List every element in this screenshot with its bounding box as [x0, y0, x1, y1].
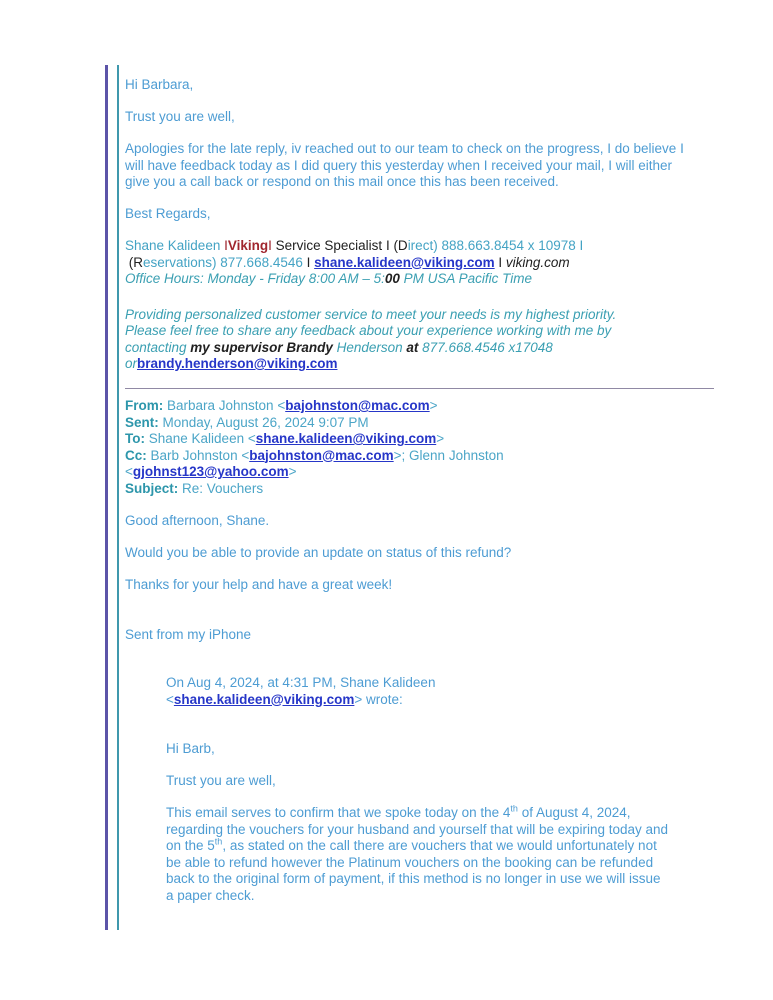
promo-line1: Providing personalized customer service to meet your needs is my highest priority. [125, 306, 617, 322]
reply-question-line: Would you be able to provide an update on status of this refund? [125, 545, 512, 560]
from-label: From: [125, 398, 164, 413]
shane-email-link[interactable]: shane.kalideen@viking.com [314, 254, 495, 270]
cc-email-link-2[interactable]: gjohnst123@yahoo.com [132, 464, 289, 479]
office-hours-timezone: PM USA Pacific Time [399, 271, 533, 286]
wellwishes-line: Trust you are well, [125, 109, 235, 124]
quoted-header-block [125, 398, 691, 497]
promo-or: or [125, 356, 138, 371]
cc-value: Barb Johnston < [146, 447, 250, 463]
nested-quoted-message [166, 675, 671, 904]
quoted-para-text: , as stated on the call there are vouchers that we would unfortunately not be able to refund however the Platinum vouchers on the booking can be refunded back to the original form of payment, if this method is no longer in use we will issue a paper check. [166, 838, 661, 903]
reply-thanks-line: Thanks for your help and have a great week! [125, 577, 393, 592]
quoted-intro-text: On Aug 4, 2024, at 4:31 PM, Shane Kalideen [166, 675, 436, 690]
quote-bar-outer [105, 65, 773, 930]
cc-value-mid: >; Glenn Johnston [393, 447, 504, 463]
header-subject-line [125, 481, 691, 498]
supervisor-surname: Henderson [336, 339, 407, 355]
signature-separator: I (D [385, 238, 408, 253]
cc-email-link-1[interactable]: bajohnston@mac.com [249, 447, 394, 463]
signature-pipe: I [224, 238, 228, 253]
website-text: viking.com [505, 254, 570, 270]
to-email-link[interactable]: shane.kalideen@viking.com [255, 431, 437, 446]
angle-bracket: < [166, 691, 174, 707]
quoted-para-text: This email serves to confirm that we spoke today on the 4 [166, 805, 511, 820]
angle-bracket: < [125, 464, 133, 479]
ordinal-superscript: th [510, 803, 518, 814]
supervisor-name: my supervisor Brandy [190, 339, 337, 355]
angle-bracket: > [436, 431, 445, 446]
header-from-line [125, 398, 691, 415]
header-sent-line [125, 415, 691, 432]
sent-value: Monday, August 26, 2024 9:07 PM [158, 414, 369, 430]
quoted-shane-email-link[interactable]: shane.kalideen@viking.com [173, 691, 355, 707]
ordinal-superscript: th [214, 836, 223, 847]
supervisor-phone: 877.668.4546 x17048 [422, 339, 553, 355]
quoted-greeting-line: Hi Barb, [166, 741, 215, 756]
brandy-email-link[interactable]: brandy.henderson@viking.com [137, 356, 338, 371]
office-hours: Office Hours: Monday - Friday 8:00 AM – 5: [125, 271, 385, 286]
promo-line3: contacting [125, 339, 191, 355]
sent-from-iphone-line: Sent from my iPhone [125, 626, 252, 642]
email-body [125, 65, 691, 930]
angle-bracket: > [288, 464, 297, 479]
sent-label: Sent: [125, 414, 159, 430]
closing-line: Best Regards, [125, 206, 211, 221]
signature-pipe: I [268, 238, 272, 253]
reservations-phone: eservations) 877.668.4546 [143, 254, 307, 270]
from-email-link[interactable]: bajohnston@mac.com [285, 398, 430, 413]
quoted-wellwishes-line: Trust you are well, [166, 773, 276, 788]
quoted-confirmation-paragraph [166, 805, 671, 904]
office-hours-minutes: 00 [384, 271, 400, 286]
quoted-intro-line [166, 675, 671, 708]
signature-block [125, 238, 691, 288]
reply-greeting-line: Good afternoon, Shane. [125, 513, 270, 528]
brand-name: Viking [227, 238, 269, 253]
promo-paragraph [125, 307, 691, 373]
signature-separator: I [306, 254, 315, 270]
cc-label: Cc: [125, 447, 147, 463]
header-divider [125, 388, 714, 389]
header-to-line [125, 431, 691, 448]
greeting-line: Hi Barbara, [125, 77, 194, 92]
signature-separator: (R [125, 254, 143, 270]
quote-bar-inner [117, 65, 773, 930]
promo-at: at [406, 339, 423, 355]
header-cc-line [125, 448, 691, 481]
signature-role: Service Specialist [271, 238, 386, 253]
signature-separator: I [494, 254, 506, 270]
from-value: Barbara Johnston < [163, 398, 286, 413]
to-value: Shane Kalideen < [145, 431, 256, 446]
direct-phone: irect) 888.663.8454 x 10978 I [407, 238, 584, 253]
subject-label: Subject: [125, 480, 179, 496]
signature-name: Shane Kalideen [125, 238, 225, 253]
to-label: To: [125, 431, 145, 446]
quoted-para-text: of August 4, 2024, regarding the vouchers for your husband and yourself that will be expiring today and on the 5 [166, 805, 669, 853]
apologies-paragraph: Apologies for the late reply, iv reached out to our team to check on the progress, I do believe I will have feedback today as I did query this yesterday when I received your mail, I will either give you a call back or respond on this mail once this has been received. [125, 141, 684, 189]
quoted-wrote-text: > wrote: [354, 691, 403, 707]
promo-line2: Please feel free to share any feedback about your experience working with me by [125, 323, 612, 338]
angle-bracket: > [429, 398, 438, 413]
subject-value: Re: Vouchers [178, 480, 264, 496]
